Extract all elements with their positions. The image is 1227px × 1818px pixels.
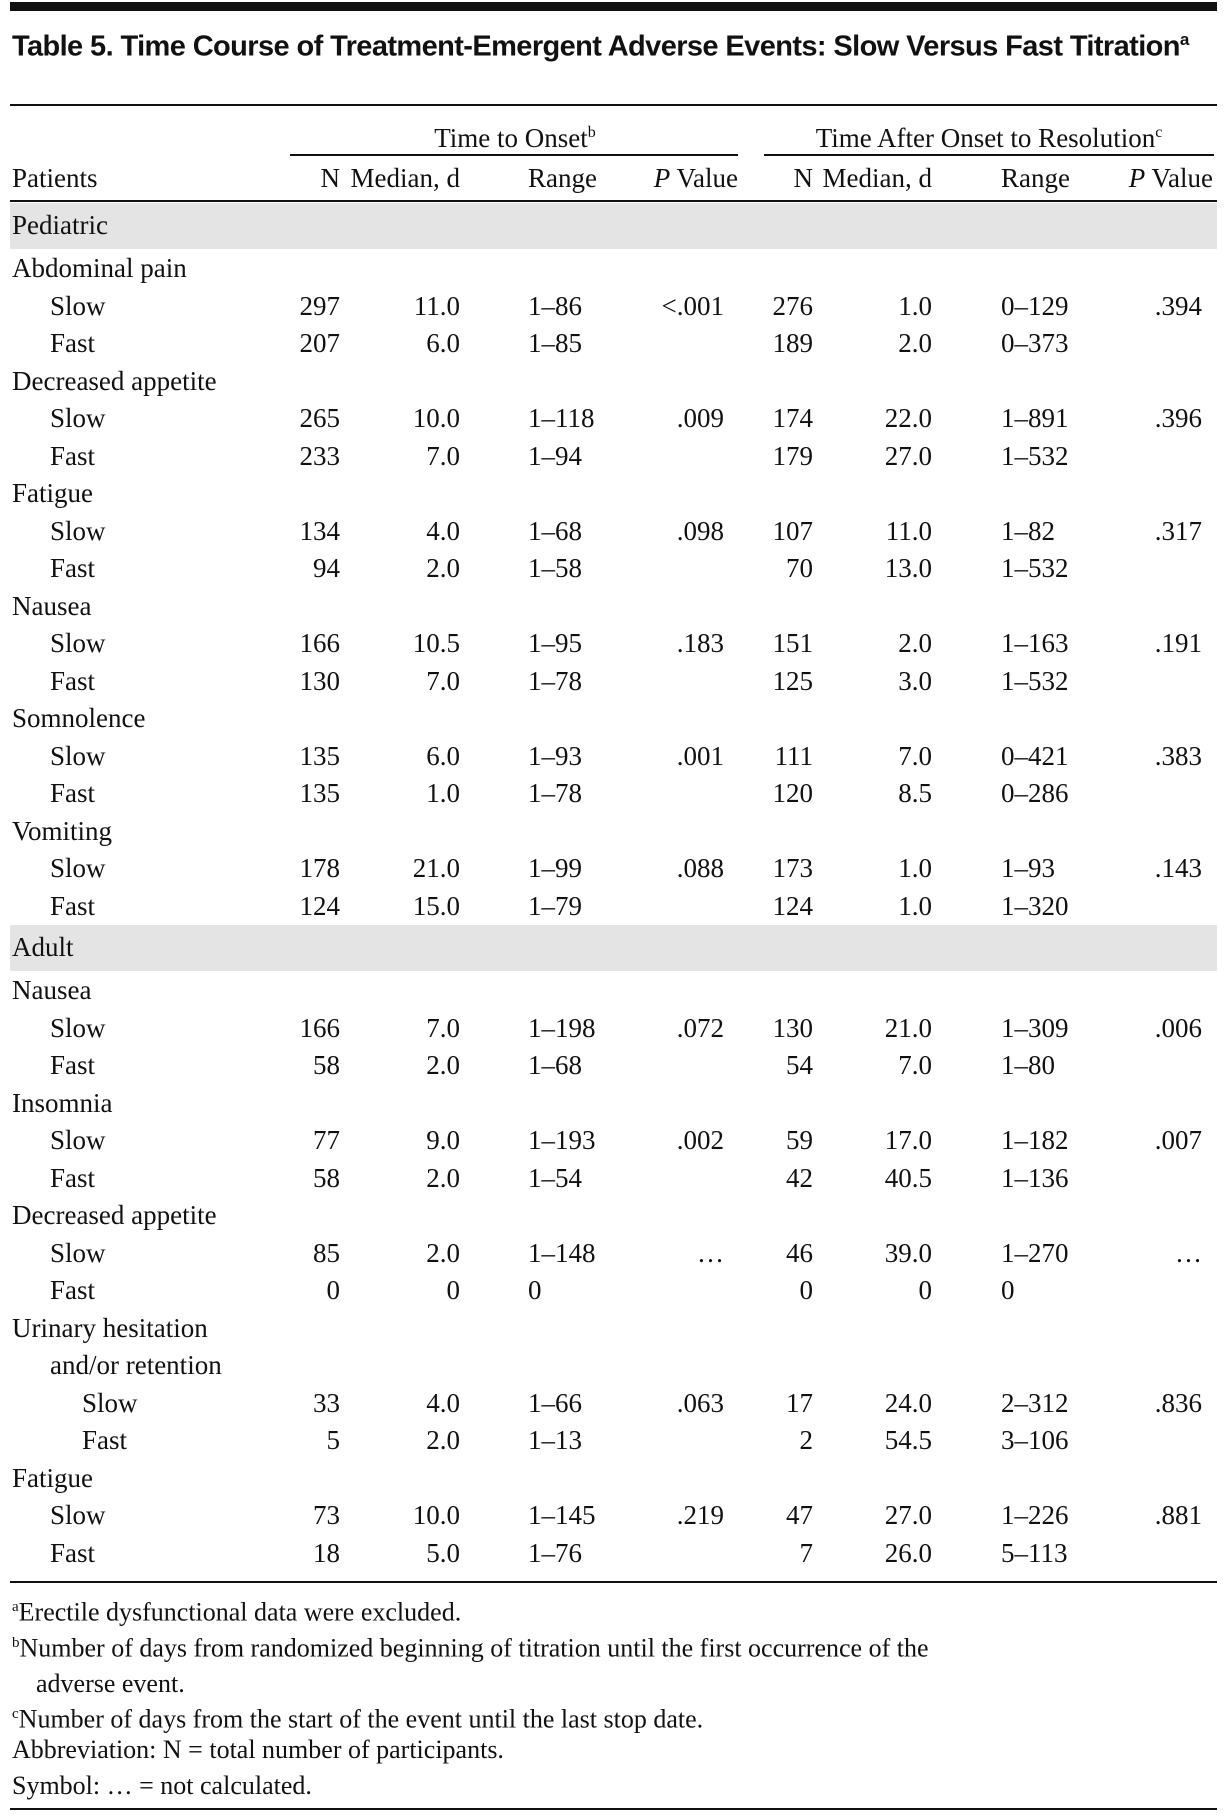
cell: 0–286	[1001, 778, 1069, 808]
cell: .088	[676, 853, 724, 883]
top-rule	[10, 2, 1217, 11]
category-label: Fatigue	[12, 1462, 93, 1493]
cell: 2.0	[426, 1425, 460, 1455]
cell: 7.0	[898, 740, 932, 771]
rule	[10, 200, 1217, 202]
cell: 1.0	[898, 290, 932, 321]
category-row	[10, 1197, 1217, 1235]
cell: 151	[772, 628, 813, 658]
footnote	[12, 1768, 1212, 1804]
cell: 1–93	[1001, 853, 1055, 883]
cell: 120	[772, 778, 813, 808]
cell: 166	[299, 628, 340, 658]
arm-label: Slow	[50, 1125, 106, 1155]
cell: .072	[676, 1012, 724, 1043]
cell: 18	[313, 1537, 340, 1568]
cell: 10.0	[412, 403, 460, 433]
cell: 10.0	[412, 1500, 460, 1530]
cell: 125	[772, 665, 813, 696]
cell: 46	[786, 1237, 813, 1268]
col-header: P Value	[1128, 163, 1213, 193]
cell: 1–94	[528, 440, 582, 471]
table-row	[10, 1497, 1217, 1535]
arm-label: Slow	[82, 1387, 138, 1418]
category-row	[10, 813, 1217, 851]
cell: 5.0	[426, 1537, 460, 1568]
cell: 1–78	[528, 778, 582, 808]
arm-label: Slow	[50, 403, 106, 433]
arm-label: Fast	[50, 328, 96, 358]
cell: 2.0	[898, 628, 932, 658]
cell: 1–532	[1001, 553, 1069, 583]
cell: 0–129	[1001, 290, 1069, 321]
cell: 17.0	[884, 1125, 932, 1155]
arm-label: Slow	[50, 1500, 106, 1530]
cell: 1.0	[898, 853, 932, 883]
cell: 4.0	[426, 1387, 460, 1418]
cell: 124	[772, 890, 813, 921]
cell: 7.0	[426, 665, 460, 696]
category-row	[10, 363, 1217, 401]
cell: 1–82	[1001, 515, 1055, 546]
cell: 0	[799, 1275, 813, 1305]
cell: 27.0	[884, 1500, 932, 1530]
col-header: Median, d	[822, 163, 932, 193]
cell: .001	[676, 740, 724, 771]
cell: 1–145	[528, 1500, 596, 1530]
cell: 70	[786, 553, 813, 583]
cell: 1–532	[1001, 665, 1069, 696]
group-header-resolution: Time After Onset to Resolution$^c$	[815, 123, 1163, 153]
arm-label: Slow	[50, 515, 106, 546]
arm-label: Fast	[50, 778, 96, 808]
table-row	[10, 888, 1217, 926]
table-row	[10, 1272, 1217, 1310]
cell: 1–136	[1001, 1162, 1069, 1193]
cell: .063	[676, 1387, 724, 1418]
category-label: Decreased appetite	[12, 1200, 217, 1230]
cell: 3.0	[898, 665, 932, 696]
table-row	[10, 1160, 1217, 1198]
table-row	[10, 288, 1217, 326]
category-label: Nausea	[12, 590, 92, 621]
table-row	[10, 325, 1217, 363]
cell: 107	[772, 515, 813, 546]
cell: .383	[1154, 740, 1202, 771]
table-row	[10, 663, 1217, 701]
category-row	[10, 1310, 1217, 1348]
footnote-text: adverse event.	[36, 1668, 185, 1698]
arm-label: Fast	[50, 440, 96, 471]
cell: .006	[1154, 1012, 1202, 1043]
cell: 58	[313, 1162, 340, 1193]
cell: 13.0	[884, 553, 932, 583]
table-row	[10, 1047, 1217, 1085]
footnote	[12, 1697, 1212, 1737]
cell: 0	[446, 1275, 460, 1305]
footnote-text: Abbreviation: N = total number of participants.	[12, 1735, 504, 1764]
bottom-rule	[10, 1808, 1217, 1810]
cell: 1–99	[528, 853, 582, 883]
cell: 4.0	[426, 515, 460, 546]
cell: .394	[1154, 290, 1202, 321]
arm-label: Fast	[50, 890, 96, 921]
cell: .007	[1154, 1125, 1202, 1155]
cell: 0	[918, 1275, 932, 1305]
table-row	[10, 1422, 1217, 1460]
cell: 179	[772, 440, 813, 471]
cell: 21.0	[412, 853, 460, 883]
cell: 1.0	[898, 890, 932, 921]
section-band: Pediatric	[10, 203, 1217, 249]
cell: 2	[799, 1425, 813, 1455]
category-label: Decreased appetite	[12, 365, 217, 396]
cell: .009	[676, 403, 724, 433]
cell: 173	[772, 853, 813, 883]
table-row	[10, 1122, 1217, 1160]
cell: 135	[299, 778, 340, 808]
category-label: Insomnia	[12, 1087, 113, 1118]
col-header: N	[793, 163, 813, 193]
cell: 1–86	[528, 290, 582, 321]
cell: 15.0	[412, 890, 460, 921]
table-row	[10, 513, 1217, 551]
table-row	[10, 1385, 1217, 1423]
cell: 0–373	[1001, 328, 1069, 358]
category-row	[10, 1347, 1217, 1385]
cell: 2.0	[426, 1050, 460, 1080]
cell: 8.5	[898, 778, 932, 808]
cell: 47	[786, 1500, 813, 1530]
cell: 2.0	[426, 1237, 460, 1268]
cell: 17	[786, 1387, 813, 1418]
cell: 1–198	[528, 1012, 596, 1043]
cell: 0	[528, 1275, 542, 1305]
cell: 1–532	[1001, 440, 1069, 471]
cell: 1–66	[528, 1387, 582, 1418]
cell: 58	[313, 1050, 340, 1080]
cell: .317	[1154, 515, 1202, 546]
cell: 7.0	[898, 1050, 932, 1080]
arm-label: Fast	[50, 1162, 96, 1193]
cell: 1–68	[528, 515, 582, 546]
category-row	[10, 588, 1217, 626]
cell: 11.0	[413, 290, 460, 321]
cell: 124	[299, 890, 340, 921]
cell: 7.0	[426, 1012, 460, 1043]
cell: 1–80	[1001, 1050, 1055, 1080]
category-row	[10, 475, 1217, 513]
col-header: N	[320, 163, 340, 193]
cell: 2.0	[426, 1162, 460, 1193]
cell: .396	[1154, 403, 1202, 433]
cell: .219	[676, 1500, 724, 1530]
cell: 265	[299, 403, 340, 433]
cell: .143	[1154, 853, 1202, 883]
category-row	[10, 972, 1217, 1010]
cell: 22.0	[884, 403, 932, 433]
cell: 297	[299, 290, 340, 321]
arm-label: Fast	[50, 553, 96, 583]
arm-label: Fast	[50, 665, 96, 696]
cell: 1–320	[1001, 890, 1069, 921]
cell: 7	[799, 1537, 813, 1568]
cell: 0	[326, 1275, 340, 1305]
cell: 1–79	[528, 890, 582, 921]
cell: 1–85	[528, 328, 582, 358]
cell: 189	[772, 328, 813, 358]
arm-label: Slow	[50, 853, 106, 883]
cell: 0–421	[1001, 740, 1069, 771]
section-band: Adult	[10, 925, 1217, 971]
cell: 21.0	[884, 1012, 932, 1043]
footnote-marker: b	[12, 1634, 20, 1651]
col-header: Median, d	[350, 163, 460, 193]
rule	[10, 104, 1217, 106]
footnote-text: Number of days from the start of the event until the last stop date.	[18, 1704, 704, 1734]
table-row	[10, 625, 1217, 663]
cell: 26.0	[884, 1537, 932, 1568]
cell: 24.0	[884, 1387, 932, 1418]
cell: 6.0	[426, 740, 460, 771]
arm-label: Fast	[50, 1537, 96, 1568]
col-header: Range	[1001, 163, 1070, 193]
cell: 1–163	[1001, 628, 1069, 658]
col-header: Patients	[12, 163, 98, 193]
category-label: Somnolence	[12, 703, 146, 733]
group-rule	[764, 154, 1214, 156]
category-label: Vomiting	[12, 815, 113, 846]
cell: .191	[1154, 628, 1202, 658]
cell: 40.5	[884, 1162, 932, 1193]
cell: 5–113	[1001, 1537, 1068, 1568]
cell: 130	[772, 1012, 813, 1043]
table-row	[10, 850, 1217, 888]
cell: .881	[1154, 1500, 1202, 1530]
cell: 42	[786, 1162, 813, 1193]
cell: 166	[299, 1012, 340, 1043]
category-label: Urinary hesitation	[12, 1312, 208, 1343]
cell: 1–93	[528, 740, 582, 771]
cell: 54	[786, 1050, 813, 1080]
footnote-marker: a	[12, 1599, 19, 1615]
group-rule	[290, 154, 738, 156]
arm-label: Slow	[50, 1012, 106, 1043]
cell: 111	[774, 740, 813, 771]
footnote-text: Symbol: … = not calculated.	[12, 1770, 312, 1800]
category-row	[10, 1460, 1217, 1498]
cell: 2.0	[898, 328, 932, 358]
table-row	[10, 550, 1217, 588]
cell: 1–891	[1001, 403, 1069, 433]
col-header: Range	[528, 163, 597, 193]
cell: 1–270	[1001, 1237, 1069, 1268]
cell: .836	[1154, 1387, 1202, 1418]
arm-label: Fast	[82, 1425, 128, 1455]
cell: 1–95	[528, 628, 582, 658]
cell: 33	[313, 1387, 340, 1418]
table-row	[10, 1535, 1217, 1573]
cell: 1–78	[528, 665, 582, 696]
cell: 233	[299, 440, 340, 471]
cell: .183	[676, 628, 724, 658]
cell: 39.0	[884, 1237, 932, 1268]
cell: 6.0	[426, 328, 460, 358]
cell: 11.0	[885, 515, 932, 546]
cell: .002	[676, 1125, 724, 1155]
arm-label: Fast	[50, 1050, 96, 1080]
cell: 59	[786, 1125, 813, 1155]
arm-label: Slow	[50, 1237, 106, 1268]
rule	[10, 1581, 1217, 1583]
cell: 1–193	[528, 1125, 596, 1155]
cell: 77	[313, 1125, 340, 1155]
arm-label: Slow	[50, 628, 106, 658]
col-header: P Value	[653, 163, 738, 193]
cell: .098	[676, 515, 724, 546]
category-row	[10, 1085, 1217, 1123]
cell: 1–54	[528, 1162, 582, 1193]
table-row	[10, 775, 1217, 813]
cell: 5	[326, 1425, 340, 1455]
table-row	[10, 438, 1217, 476]
cell: 10.5	[412, 628, 460, 658]
category-label: Fatigue	[12, 478, 93, 508]
footnote-text: Erectile dysfunctional data were excluded.	[18, 1597, 462, 1627]
cell: 1–182	[1001, 1125, 1069, 1155]
cell: 1–13	[528, 1425, 582, 1455]
cell: <.001	[661, 290, 724, 321]
cell: 3–106	[1001, 1425, 1069, 1455]
cell: 134	[299, 515, 340, 546]
table-row	[10, 738, 1217, 776]
table-row	[10, 1235, 1217, 1273]
cell: 9.0	[426, 1125, 460, 1155]
cell: 130	[299, 665, 340, 696]
cell: 1–68	[528, 1050, 582, 1080]
cell: 7.0	[426, 440, 460, 471]
cell: 174	[772, 403, 813, 433]
cell: 54.5	[884, 1425, 932, 1455]
column-header-row	[10, 160, 1217, 198]
cell: 2–312	[1001, 1387, 1069, 1418]
cell: 0	[1001, 1275, 1015, 1305]
cell: 1–58	[528, 553, 582, 583]
footnote	[12, 1732, 1212, 1768]
table-row	[10, 1010, 1217, 1048]
cell: 1–118	[528, 403, 595, 433]
cell: 2.0	[426, 553, 460, 583]
arm-label: Fast	[50, 1275, 96, 1305]
cell: …	[1175, 1237, 1202, 1268]
cell: 27.0	[884, 440, 932, 471]
group-header-onset: Time to Onset$^b$	[434, 123, 596, 153]
cell: …	[697, 1237, 724, 1268]
category-label: and/or retention	[50, 1350, 222, 1380]
cell: 276	[772, 290, 813, 321]
category-label: Abdominal pain	[12, 253, 187, 283]
cell: 178	[299, 853, 340, 883]
cell: 85	[313, 1237, 340, 1268]
cell: 94	[313, 553, 340, 583]
cell: 1–76	[528, 1537, 582, 1568]
cell: 1.0	[426, 778, 460, 808]
cell: 207	[299, 328, 340, 358]
table-title: Table 5. Time Course of Treatment-Emergent Adverse Events: Slow Versus Fast Titration$^a$	[12, 30, 1189, 63]
cell: 1–309	[1001, 1012, 1069, 1043]
cell: 73	[313, 1500, 340, 1530]
footnote	[12, 1626, 1212, 1702]
footnote-text: Number of days from randomized beginning of titration until the first occurrence of the	[19, 1633, 929, 1663]
footnote	[12, 1590, 1212, 1630]
arm-label: Slow	[50, 290, 106, 321]
footnote-marker: c	[12, 1705, 19, 1722]
table-row	[10, 400, 1217, 438]
cell: 1–226	[1001, 1500, 1069, 1530]
category-row	[10, 250, 1217, 288]
cell: 135	[299, 740, 340, 771]
category-label: Nausea	[12, 975, 92, 1005]
cell: 1–148	[528, 1237, 596, 1268]
category-row	[10, 700, 1217, 738]
arm-label: Slow	[50, 740, 106, 771]
